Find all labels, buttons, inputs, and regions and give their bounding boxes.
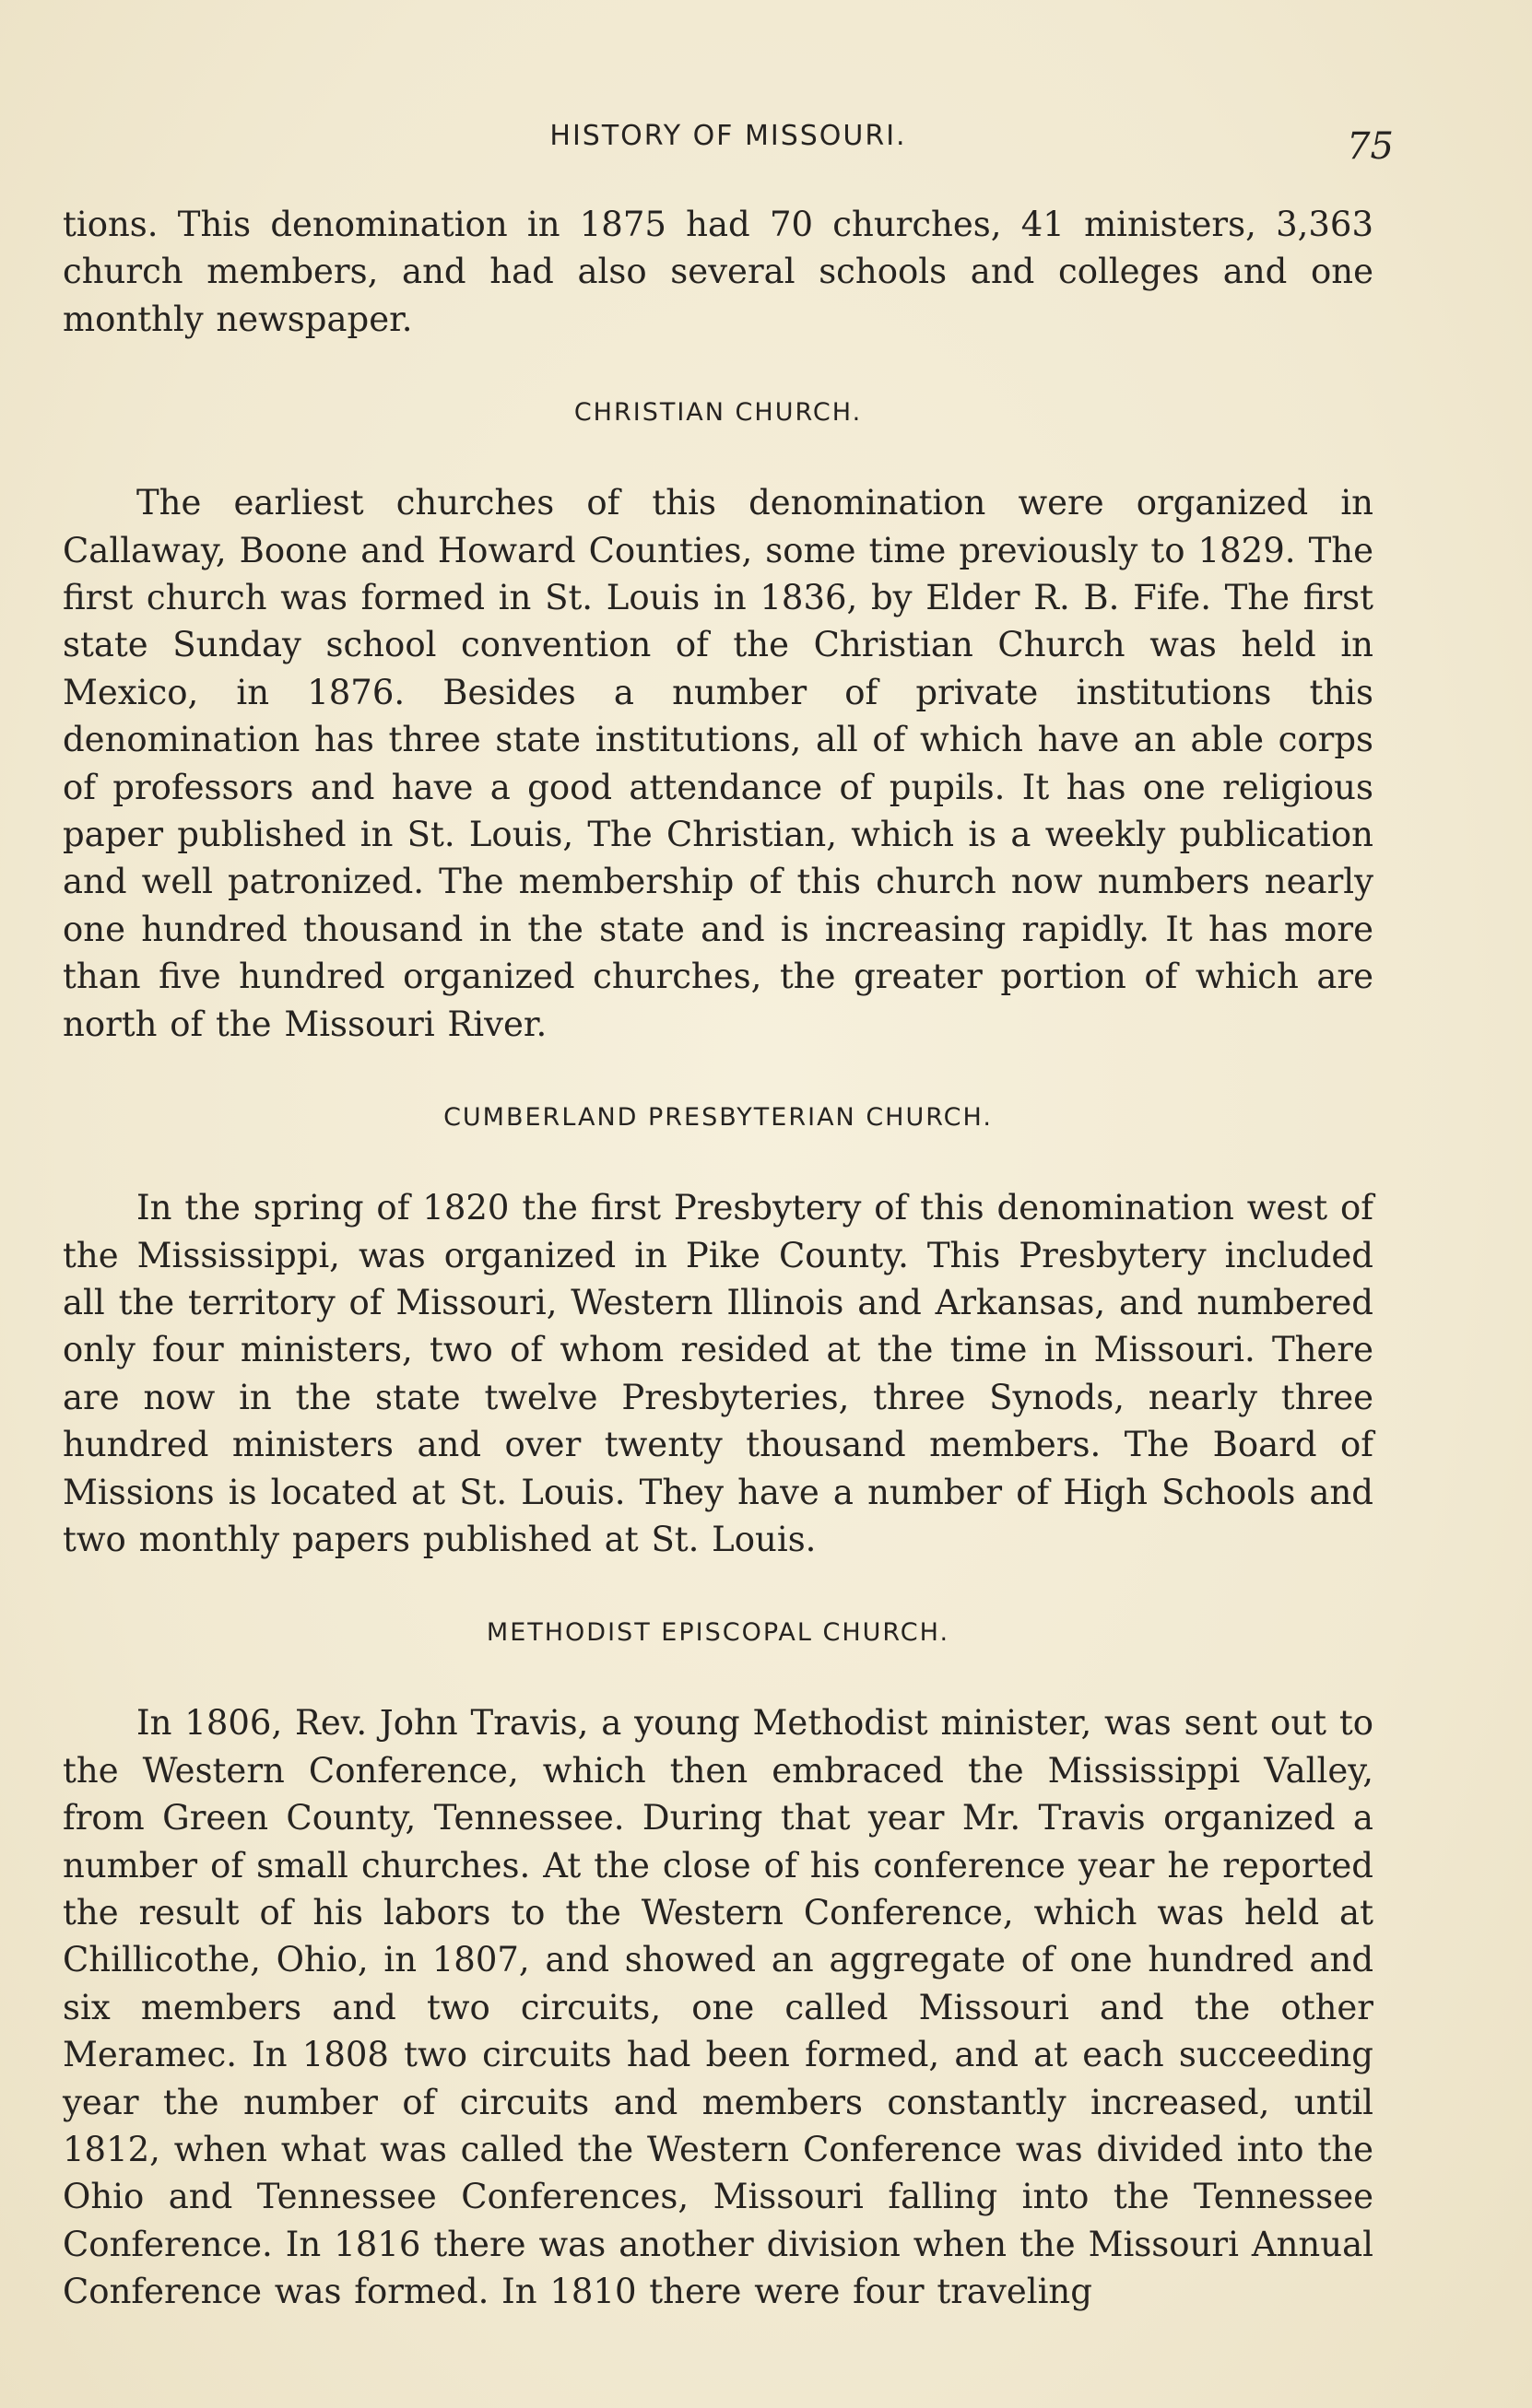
paragraph-cumberland-presbyterian: In the spring of 1820 the first Presbytery of this denomination west of the Mississippi, was organized in Pike County. This Presbytery included all the territory of Missouri, Western Illinois and Arkansas, and numbered only four ministers, two of whom resided at the time in Missouri. There are now in the state twelve Presbyteries, three Synods, nearly three hundred ministers and over twenty thousand members. The Board of Missions is located at St. Louis. They have a number of High Schools and two monthly papers published at St. Louis. bbox=[63, 1188, 1373, 1559]
running-title: HISTORY OF MISSOURI. bbox=[549, 120, 907, 152]
section-heading-cumberland-presbyterian: CUMBERLAND PRESBYTERIAN CHURCH. bbox=[443, 1103, 993, 1133]
paragraph-christian-church: The earliest churches of this denomination were organized in Callaway, Boone and Howard Counties, some time previously to 1829. The first church was formed in St. Louis in 1836, by Elder R. B. Fife. The first state Sunday school convention of the Christian Church was held in Mexico, in 1876. Besides a number of private institutions this denomination has three state institutions, all of which have an able corps of professors and have a good attendance of pupils. It has one religious paper published in St. Louis, The Christian, which is a weekly publication and well patronized. The membership of this church now numbers nearly one hundred thousand in the state and is increasing rapidly. It has more than five hundred organized churches, the greater portion of which are north of the Missouri River. bbox=[63, 483, 1373, 1044]
paragraph-methodist-episcopal: In 1806, Rev. John Travis, a young Methodist minister, was sent out to the Western Conference, which then embraced the Mississippi Valley, from Green County, Tennessee. During that year Mr. Travis organized a number of small churches. At the close of his conference year he reported the result of his labors to the Western Conference, which was held at Chillicothe, Ohio, in 1807, and showed an aggregate of one hundred and six members and two circuits, one called Missouri and the other Meramec. In 1808 two circuits had been formed, and at each succeeding year the number of circuits and members constantly increased, until 1812, when what was called the Western Conference was divided into the Ohio and Tennessee Conferences, Missouri falling into the Tennessee Conference. In 1816 there was another division when the Missouri Annual Conference was formed. In 1810 there were four traveling bbox=[63, 1703, 1373, 2312]
paragraph-continuation: tions. This denomination in 1875 had 70 churches, 41 ministers, 3,363 church members, and had also several schools and colleges and one monthly newspaper. bbox=[63, 205, 1373, 339]
body-text bbox=[63, 201, 1373, 2369]
section-heading-christian-church: CHRISTIAN CHURCH. bbox=[573, 398, 863, 428]
section-heading-methodist-episcopal: METHODIST EPISCOPAL CHURCH. bbox=[486, 1618, 950, 1648]
page-header bbox=[0, 112, 1532, 168]
page-number: 75 bbox=[1347, 125, 1394, 168]
